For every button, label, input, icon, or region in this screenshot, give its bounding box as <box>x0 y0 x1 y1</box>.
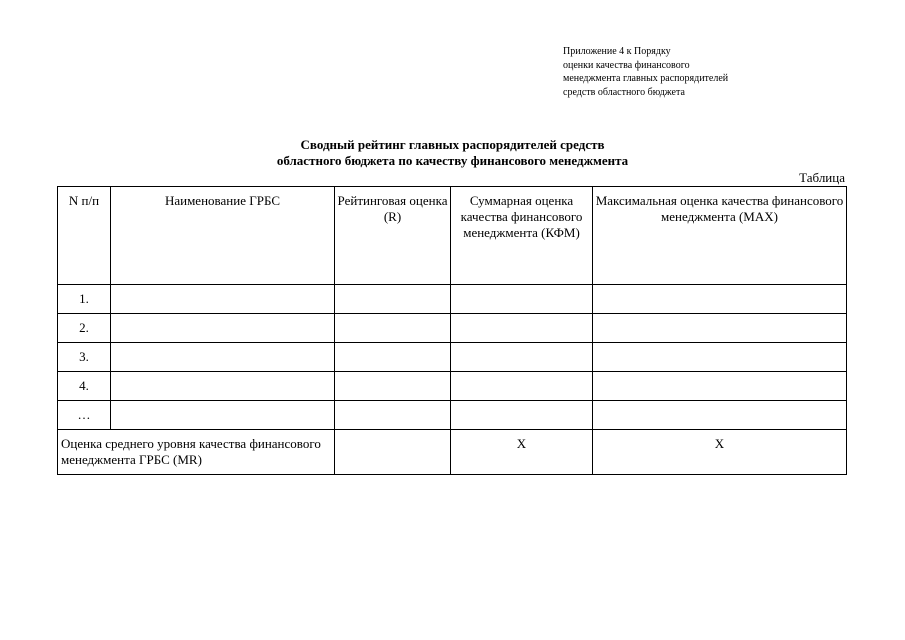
footer-label: Оценка среднего уровня качества финансового менеджмента ГРБС (MR) <box>58 430 335 475</box>
title-line: областного бюджета по качеству финансового менеджмента <box>276 153 629 168</box>
row-number: 3. <box>58 343 111 372</box>
cell-name <box>111 314 335 343</box>
footer-rating-cell <box>335 430 451 475</box>
cell-max <box>593 372 847 401</box>
header-number: N п/п <box>58 187 111 285</box>
appendix-line: оценки качества финансового <box>563 59 690 71</box>
cell-kfm <box>451 314 593 343</box>
cell-kfm <box>451 401 593 430</box>
rating-table <box>57 186 847 475</box>
appendix-line: Приложение 4 к Порядку <box>563 46 671 57</box>
cell-rating <box>335 285 451 314</box>
cell-kfm <box>451 343 593 372</box>
table-footer-row <box>58 430 847 475</box>
cell-max <box>593 343 847 372</box>
cell-name <box>111 372 335 401</box>
cell-rating <box>335 343 451 372</box>
cell-name <box>111 401 335 430</box>
row-number: 2. <box>58 314 111 343</box>
document-title <box>0 137 905 169</box>
cell-max <box>593 314 847 343</box>
appendix-line: средств областного бюджета <box>563 86 685 98</box>
row-number: 1. <box>58 285 111 314</box>
cell-kfm <box>451 285 593 314</box>
row-number: 4. <box>58 372 111 401</box>
table-row <box>58 401 847 430</box>
header-max: Максимальная оценка качества финансового менеджмента (MAX) <box>593 187 847 285</box>
table-label: Таблица <box>799 170 845 185</box>
table-header-row <box>58 187 847 285</box>
cell-kfm <box>451 372 593 401</box>
table-row <box>58 343 847 372</box>
table-row <box>58 285 847 314</box>
header-name: Наименование ГРБС <box>111 187 335 285</box>
header-rating: Рейтинговая оценка (R) <box>335 187 451 285</box>
header-kfm: Суммарная оценка качества финансового менеджмента (КФМ) <box>451 187 593 285</box>
appendix-note <box>563 45 728 99</box>
cell-max <box>593 401 847 430</box>
table-row <box>58 372 847 401</box>
title-line: Сводный рейтинг главных распорядителей средств <box>300 137 605 152</box>
table-row <box>58 314 847 343</box>
row-number: … <box>58 401 111 430</box>
cell-rating <box>335 401 451 430</box>
cell-name <box>111 285 335 314</box>
appendix-line: менеджмента главных распорядителей <box>563 73 729 84</box>
cell-max <box>593 285 847 314</box>
footer-kfm-cell: X <box>451 430 593 475</box>
cell-rating <box>335 314 451 343</box>
cell-rating <box>335 372 451 401</box>
cell-name <box>111 343 335 372</box>
footer-max-cell: X <box>593 430 847 475</box>
